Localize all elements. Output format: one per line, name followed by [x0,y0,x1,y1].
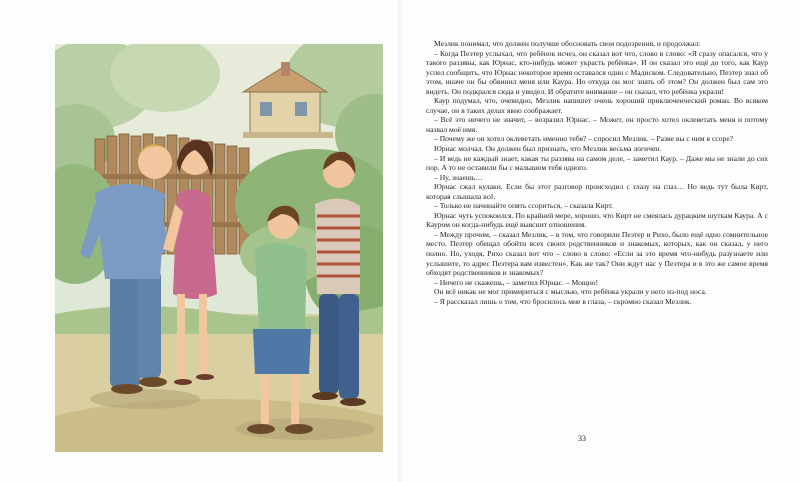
paragraph: – Ну, знаешь… [434,172,483,182]
paragraph: – Почему же он хотел оклеветать именно тебя? – спросил Мезлик. – Разве вы с ним в ссоре? [434,134,734,144]
paragraph: Юрнас чуть успокоился. По крайней мере, хорошо, что Кирт не смеялась дурацким шуткам Каура. А с Кауром он когда-нибудь ещё выяснит отношения. [426,210,768,230]
paragraph: Мезлик понимал, что должен получше обосновать свои подозрения, и продолжал: [434,39,701,48]
paragraph: – И ведь не каждый знает, какая ты раззява на самом деле, – заметил Каур. – Даже мы не знали до сих пор. А то не оставили бы с малышом тебя одного. [426,153,768,173]
paragraph: Каур подумал, что, очевидно, Мезлик напишет очень хороший приключенческий роман. Во всяком случае, он в таких делах явно соображает. [426,96,768,115]
paragraph: – Только не начинайте опять ссориться, – сказала Кирт. [434,201,613,211]
paragraph: – Я рассказал лишь о том, что бросилось мне в глаза, – скромно сказал Мезлик. [434,296,692,306]
paragraph: Он всё никак не мог примириться с мыслью, что ребёнка украли у него из-под носа. [434,287,707,297]
page-number: 33 [578,434,586,443]
paragraph: – Когда Пеэтер услыхал, что ребёнок исчез, он сказал вот что, слово в слово: «Я сразу опасался, что у такого раззявы, как Юрнас, кто-нибудь может украсть ребёнка». И он сказал это ещё до того, как Каур успел сообщить, что Юрнас некоторое время оставался один с Мадиском. Следовательно, Пеэтер знал об этом, иначе он бы обвинил меня или Каура. Но откуда он мог знать об этом? Он должен был сам это видеть. Он подкрался сюда и увидел. И обратите внимание – он сказал, что ребёнка украли! [426,48,768,96]
paragraph: – Всё это ничего не значит, – возразил Юрнас. – Может, он просто хотел оклеветать меня и потому назвал моё имя. [426,115,768,134]
paragraph: Юрнас сжал кулаки. Если бы этот разговор происходил с глазу на глаз… Но ведь тут была Кирт, которая слышала всё. [426,182,768,201]
paragraph: – Ничего не скажешь, – заметил Юрнас. – Мощно! [434,277,599,287]
paragraph: – Между прочим, – сказал Мезлик, – в том, что говорили Пеэтер и Рихо, было ещё одно сомнительное место. Пеэтер обещал обойти всех своих родственников и знакомых, которых, как он сказал, у него полно. Но, уходя, Рихо сказал вот что – слово в слово: «Если за это время что-нибудь разузнаете или услышите, то адрес Пеэтера вам известен». Как же так? Они ждут нас у Пеэтера и в это же самое время обходят родственников и знакомых? [426,229,768,278]
story-text [426,39,768,306]
paragraph: Юрнас молчал. Он должен был признать, что Мезлик весьма логичен. [434,144,662,154]
page-gutter [398,0,402,482]
story-illustration [55,44,383,452]
